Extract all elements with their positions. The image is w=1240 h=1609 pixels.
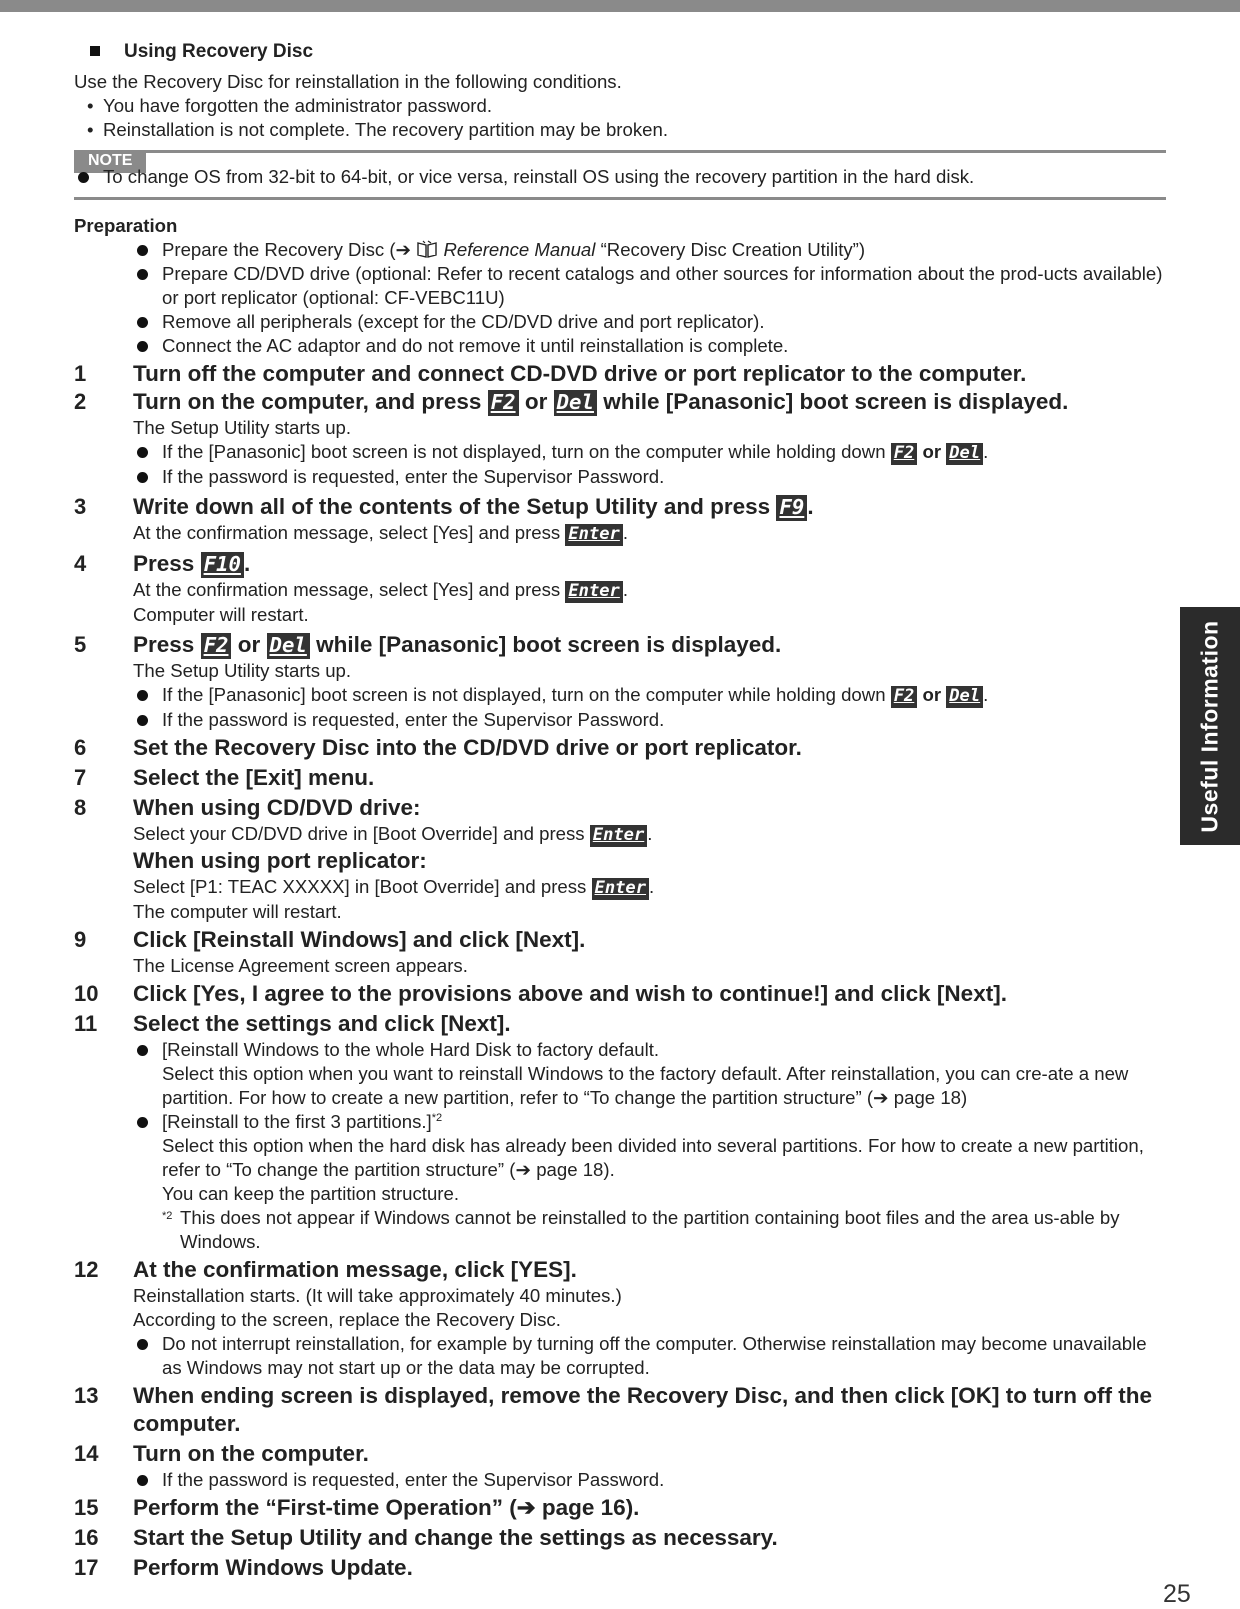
step-bullet: If the [Panasonic] boot screen is not displayed, turn on the computer while holding down F2 or Del .: [133, 683, 1166, 708]
step-title: Click [Reinstall Windows] and click [Next].: [133, 927, 586, 952]
step-title: Press F10 .: [133, 551, 251, 576]
footnote: *2 This does not appear if Windows cannot be reinstalled to the partition containing boot files and the area us-able by Windows.: [162, 1207, 1120, 1252]
step-8: 8 When using CD/DVD drive: Select your CD/DVD drive in [Boot Override] and press Enter . When using port replicator: Select [P1: TEAC XXXXX] in [Boot Override] and press Enter . The computer will restart.: [74, 794, 1166, 924]
step-1: 1 Turn off the computer and connect CD-DVD drive or port replicator to the computer.: [74, 360, 1166, 388]
page-number: 25: [1163, 1580, 1191, 1608]
page-content: [74, 40, 1166, 1582]
step-17: 17 Perform Windows Update.: [74, 1554, 1166, 1582]
side-tab: [1180, 607, 1240, 845]
key-del: Del: [267, 633, 310, 659]
step-bullet: If the password is requested, enter the Supervisor Password.: [133, 465, 1166, 489]
note-label: NOTE: [74, 150, 146, 173]
preparation-item: Prepare CD/DVD drive (optional: Refer to recent catalogs and other sources for information about the prod-ucts available) or port replicator (optional: CF-VEBC11U): [133, 262, 1166, 310]
key-del: Del: [946, 686, 983, 708]
step-title: Turn off the computer and connect CD-DVD drive or port replicator to the computer.: [133, 361, 1027, 386]
step-title: Select the [Exit] menu.: [133, 765, 375, 790]
step-bullet: If the password is requested, enter the Supervisor Password.: [133, 1468, 1166, 1492]
arrow-icon: ➔: [395, 239, 417, 260]
step-12: 12 At the confirmation message, click [YES]. Reinstallation starts. (It will take approximately 40 minutes.) According to the screen, replace the Recovery Disc. Do not interrupt reinstallation, for example by turning off the computer. Otherwise reinstallation may become unavailable as Windows may not start up or the data may be corrupted.: [74, 1256, 1166, 1380]
step-5: 5 Press F2 or Del while [Panasonic] boot screen is displayed. The Setup Utility starts up. If the [Panasonic] boot screen is not displayed, turn on the computer while holding down F2 or Del . If the password is requested, enter the Supervisor Password.: [74, 631, 1166, 732]
key-enter: Enter: [565, 581, 623, 603]
section-heading: [74, 40, 1166, 64]
preparation-item: Remove all peripherals (except for the CD/DVD drive and port replicator).: [133, 310, 1166, 334]
key-f2: F2: [488, 390, 519, 416]
key-f10: F10: [201, 552, 244, 578]
key-enter: Enter: [565, 524, 623, 546]
step-title: Turn on the computer, and press F2 or Del while [Panasonic] boot screen is displayed.: [133, 389, 1069, 414]
key-enter: Enter: [592, 878, 650, 900]
step-title: Perform the “First-time Operation” (➔ page 16).: [133, 1495, 640, 1520]
top-bar: [0, 0, 1240, 12]
key-del: Del: [946, 443, 983, 465]
step-title: Press F2 or Del while [Panasonic] boot screen is displayed.: [133, 632, 782, 657]
step-14: 14 Turn on the computer. If the password is requested, enter the Supervisor Password.: [74, 1440, 1166, 1492]
key-f9: F9: [776, 495, 807, 521]
step-title: When ending screen is displayed, remove the Recovery Disc, and then click [OK] to turn off the computer.: [133, 1383, 1152, 1436]
step-title: Select the settings and click [Next].: [133, 1011, 511, 1036]
key-enter: Enter: [590, 825, 648, 847]
step-7: 7 Select the [Exit] menu.: [74, 764, 1166, 792]
step-subtitle: When using port replicator:: [133, 848, 427, 873]
preparation-title: Preparation: [74, 215, 178, 236]
step-11: 11 Select the settings and click [Next]. [Reinstall Windows to the whole Hard Disk to factory default. Select this option when you want to reinstall Windows to the factory default. After reinstallation, you can cre-ate a new partition. For how to create a new partition, refer to “To change the partition structure” (➔ page 18) [Reinstall to the first 3 partitions.]$^{*2}$ Select this option when the hard disk has already been divided into several partitions. For how to create a new partition, refer to “To change the partition structure” (➔ page 18). You can keep the partition structure. *2 This does not appear if Windows cannot be reinstalled to the partition containing boot files and the area us-able by Windows.: [74, 1010, 1166, 1254]
step-15: 15 Perform the “First-time Operation” (➔ page 16).: [74, 1494, 1166, 1522]
step-title: When using CD/DVD drive:: [133, 795, 421, 820]
step-3: 3 Write down all of the contents of the Setup Utility and press F9 . At the confirmation message, select [Yes] and press Enter .: [74, 493, 1166, 546]
square-bullet-icon: [90, 46, 100, 56]
step-bullet: If the password is requested, enter the Supervisor Password.: [133, 708, 1166, 732]
key-del: Del: [554, 390, 597, 416]
note-box: [74, 150, 1166, 200]
step-title: Start the Setup Utility and change the settings as necessary.: [133, 1525, 778, 1550]
step-title: At the confirmation message, click [YES].: [133, 1257, 577, 1282]
option-item: [Reinstall to the first 3 partitions.]$^{*2}$ Select this option when the hard disk has already been divided into several partitions. For how to create a new partition, refer to “To change the partition structure” (➔ page 18). You can keep the partition structure. *2 This does not appear if Windows cannot be reinstalled to the partition containing boot files and the area us-able by Windows.: [133, 1110, 1166, 1254]
condition-item: • Reinstallation is not complete. The recovery partition may be broken.: [74, 118, 1166, 142]
step-title: Write down all of the contents of the Setup Utility and press F9 .: [133, 494, 814, 519]
key-f2: F2: [201, 633, 232, 659]
preparation-item: Connect the AC adaptor and do not remove it until reinstallation is complete.: [133, 334, 1166, 358]
step-6: 6 Set the Recovery Disc into the CD/DVD drive or port replicator.: [74, 734, 1166, 762]
step-title: Perform Windows Update.: [133, 1555, 413, 1580]
key-f2: F2: [891, 686, 918, 708]
step-title: Set the Recovery Disc into the CD/DVD drive or port replicator.: [133, 735, 802, 760]
side-tab-label: Useful Information: [1196, 619, 1223, 833]
step-16: 16 Start the Setup Utility and change the settings as necessary.: [74, 1524, 1166, 1552]
preparation-list: [133, 238, 1166, 358]
step-9: 9 Click [Reinstall Windows] and click [Next]. The License Agreement screen appears.: [74, 926, 1166, 978]
step-title: Turn on the computer.: [133, 1441, 369, 1466]
step-10: 10 Click [Yes, I agree to the provisions above and wish to continue!] and click [Next].: [74, 980, 1166, 1008]
section-intro: Use the Recovery Disc for reinstallation in the following conditions.: [74, 71, 622, 92]
section-title: Using Recovery Disc: [124, 41, 314, 62]
step-4: 4 Press F10 . At the confirmation message, select [Yes] and press Enter . Computer will restart.: [74, 550, 1166, 627]
manual-book-icon: [416, 240, 438, 258]
preparation-item: Prepare the Recovery Disc (➔ Reference Manual “Recovery Disc Creation Utility”): [133, 238, 1166, 262]
step-2: 2 Turn on the computer, and press F2 or Del while [Panasonic] boot screen is displayed. The Setup Utility starts up. If the [Panasonic] boot screen is not displayed, turn on the computer while holding down F2 or Del . If the password is requested, enter the Supervisor Password.: [74, 388, 1166, 489]
step-13: 13 When ending screen is displayed, remove the Recovery Disc, and then click [OK] to turn off the computer.: [74, 1382, 1166, 1438]
note-text: To change OS from 32-bit to 64-bit, or vice versa, reinstall OS using the recovery partition in the hard disk.: [74, 165, 1166, 189]
option-item: [Reinstall Windows to the whole Hard Disk to factory default. Select this option when you want to reinstall Windows to the factory default. After reinstallation, you can cre-ate a new partition. For how to create a new partition, refer to “To change the partition structure” (➔ page 18): [133, 1038, 1166, 1110]
key-f2: F2: [891, 443, 918, 465]
condition-item: • You have forgotten the administrator password.: [74, 94, 1166, 118]
step-title: Click [Yes, I agree to the provisions above and wish to continue!] and click [Next].: [133, 981, 1007, 1006]
step-bullet: If the [Panasonic] boot screen is not displayed, turn on the computer while holding down F2 or Del .: [133, 440, 1166, 465]
step-bullet: Do not interrupt reinstallation, for example by turning off the computer. Otherwise reinstallation may become unavailable as Windows may not start up or the data may be corrupted.: [133, 1332, 1166, 1380]
